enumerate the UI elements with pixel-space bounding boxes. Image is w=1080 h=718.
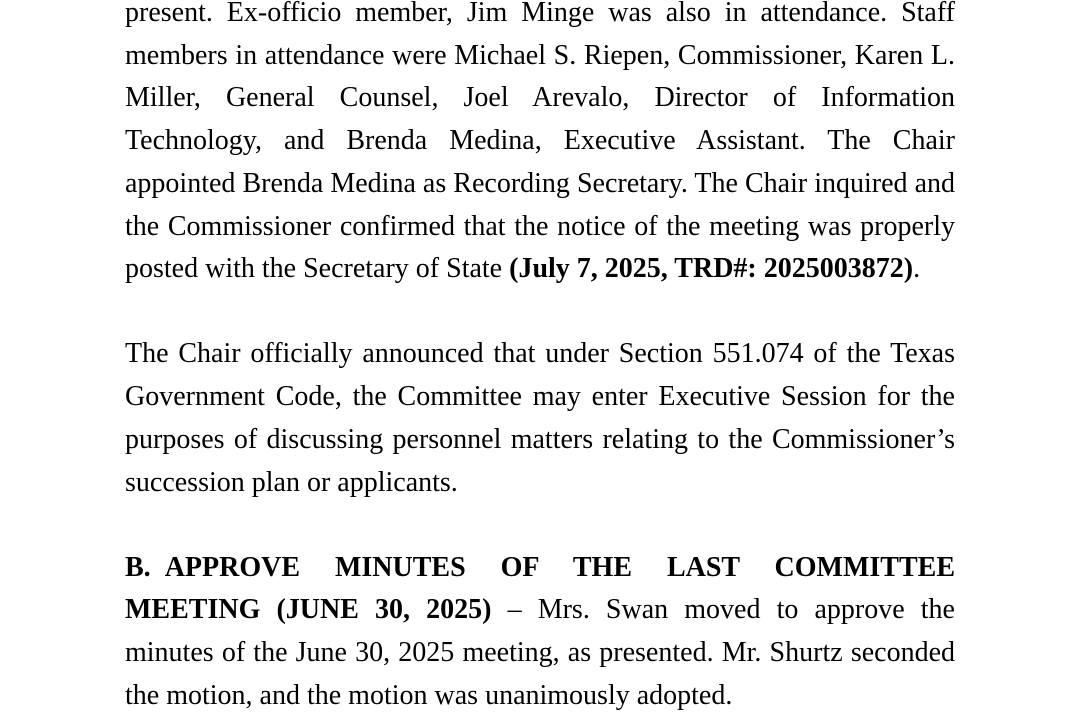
text-run: – Mrs. Swan moved to approve the minutes of the June 30, 2025 meeting, as presented. Mr. Shurtz seconded the motion, and the motion was unanimously adopted.: [125, 594, 955, 711]
paragraph-attendance: [125, 0, 955, 291]
text-run: .: [913, 253, 921, 285]
text-run: present. Ex-officio member, Jim Minge was also in attendance. Staff members in attendance were Michael S. Riepen, Commissioner, Karen L. Miller, General Counsel, Joel Arevalo, Director of Information Technology, and Brenda Medina, Executive Assistant. The Chair appointed Brenda Medina as Recording Secretary. The Chair inquired and the Commissioner confirmed that the notice of the meeting was properly posted with the Secretary of State: [125, 0, 955, 285]
text-run: The Chair officially announced that under Section 551.074 of the Texas Government Code, the Committee may enter Executive Session for the purposes of discussing personnel matters relating to the Commissioner’s succession plan or applicants.: [125, 338, 955, 498]
paragraph-approve-minutes: [125, 547, 955, 718]
paragraph-executive-session: [125, 333, 955, 504]
text-run-bold: B.: [125, 551, 151, 583]
text-run-bold: (July 7, 2025, TRD#: 2025003872): [509, 253, 914, 285]
text-run-bold: APPROVE MINUTES OF THE LAST COMMITTEE MEETING (JUNE 30, 2025): [125, 551, 955, 626]
